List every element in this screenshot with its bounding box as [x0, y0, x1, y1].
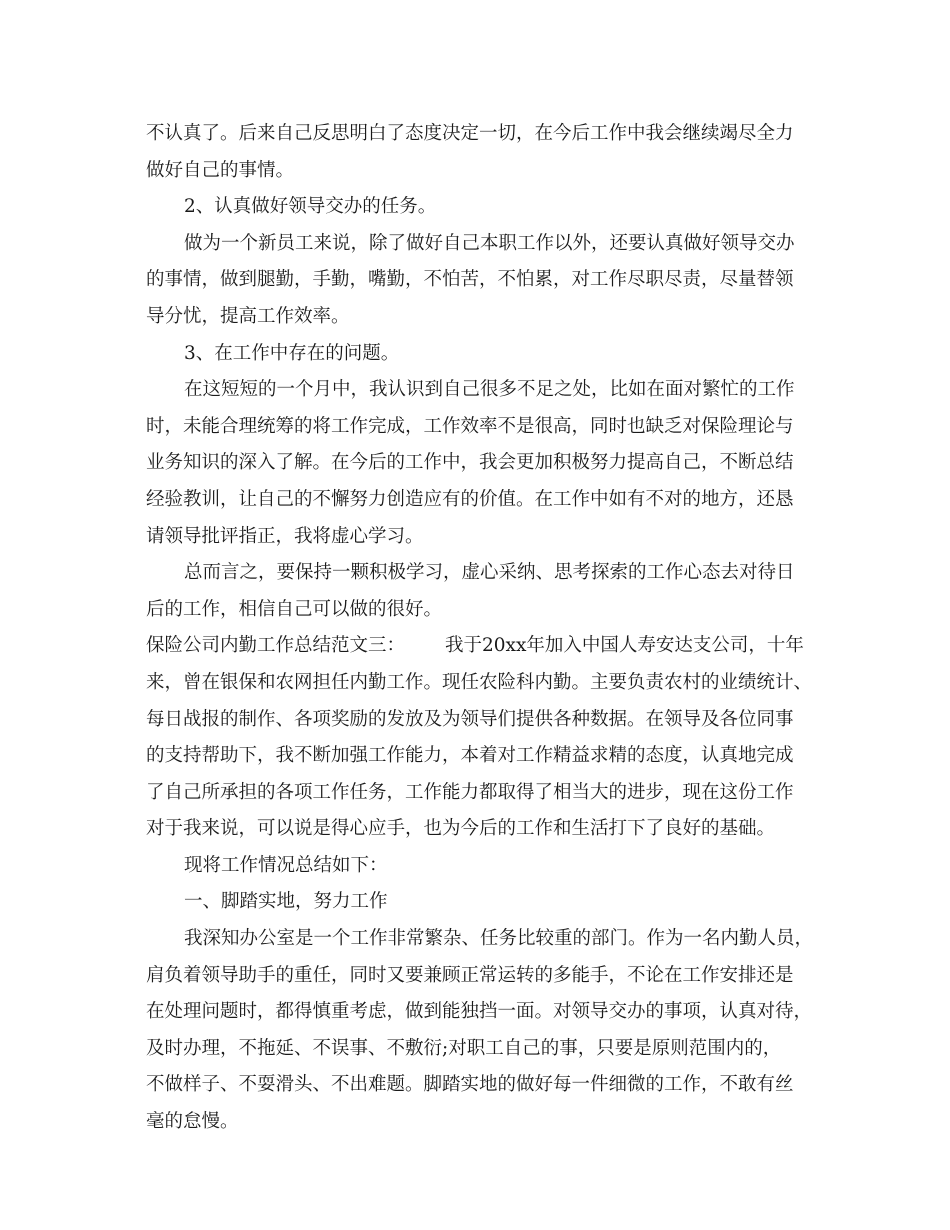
paragraph-line: 做为一个新员工来说，除了做好自己本职工作以外，还要认真做好领导交办 — [184, 232, 795, 254]
paragraph-line: 在处理问题时，都得慎重考虑，做到能独挡一面。对领导交办的事项，认真对待， — [146, 1001, 813, 1023]
section-heading: 3、在工作中存在的问题。 — [184, 342, 400, 364]
paragraph-line: 我深知办公室是一个工作非常繁杂、任务比较重的部门。作为一名内勤人员， — [184, 928, 814, 950]
paragraph-line: 总而言之，要保持一颗积极学习，虚心采纳、思考探索的工作心态去对待日 — [184, 562, 795, 584]
section-heading: 一、脚踏实地，努力工作 — [184, 891, 388, 913]
paragraph-line: 的事情，做到腿勤，手勤，嘴勤，不怕苦，不怕累，对工作尽职尽责，尽量替领 — [146, 269, 794, 291]
paragraph-line: 来，曾在银保和农网担任内勤工作。现任农险科内勤。主要负责农村的业绩统计、 — [146, 671, 813, 693]
article-title: 保险公司内勤工作总结范文三： — [146, 635, 406, 657]
paragraph-line: 业务知识的深入了解。在今后的工作中，我会更加积极努力提高自己，不断总结 — [146, 452, 794, 474]
paragraph-line: 及时办理，不拖延、不误事、不敷衍;对职工自己的事，只要是原则范围内的， — [146, 1037, 782, 1059]
paragraph-start: 我于20xx年加入中国人寿安达支公司，十年 — [445, 635, 804, 657]
paragraph-line: 后的工作，相信自己可以做的很好。 — [146, 598, 443, 620]
paragraph-line: 做好自己的事情。 — [146, 159, 295, 181]
paragraph-line: 对于我来说，可以说是得心应手，也为今后的工作和生活打下了良好的基础。 — [146, 818, 776, 840]
paragraph-line: 时，未能合理统筹的将工作完成，工作效率不是很高，同时也缺乏对保险理论与 — [146, 415, 794, 437]
paragraph-line: 了自己所承担的各项工作任务，工作能力都取得了相当大的进步，现在这份工作 — [146, 781, 794, 803]
paragraph-line: 在这短短的一个月中，我认识到自己很多不足之处，比如在面对繁忙的工作 — [184, 379, 795, 401]
paragraph-line: 现将工作情况总结如下： — [184, 854, 388, 876]
paragraph-line: 每日战报的制作、各项奖励的发放及为领导们提供各种数据。在领导及各位同事 — [146, 708, 794, 730]
document-body — [146, 116, 814, 1141]
paragraph-line: 毫的怠慢。 — [146, 1111, 239, 1133]
section-heading: 2、认真做好领导交办的任务。 — [184, 196, 437, 218]
paragraph-line: 的支持帮助下，我不断加强工作能力，本着对工作精益求精的态度，认真地完成 — [146, 745, 794, 767]
paragraph-line: 不做样子、不耍滑头、不出难题。脚踏实地的做好每一件细微的工作，不敢有丝 — [146, 1074, 794, 1096]
paragraph-line: 请领导批评指正，我将虚心学习。 — [146, 525, 424, 547]
paragraph-line: 不认真了。后来自己反思明白了态度决定一切，在今后工作中我会继续竭尽全力 — [146, 123, 794, 144]
paragraph-line: 经验教训，让自己的不懈努力创造应有的价值。在工作中如有不对的地方，还恳 — [146, 488, 794, 510]
paragraph-line: 肩负着领导助手的重任，同时又要兼顾正常运转的多能手，不论在工作安排还是 — [146, 964, 794, 986]
title-line — [146, 628, 806, 665]
paragraph-line: 导分忧，提高工作效率。 — [146, 305, 350, 327]
